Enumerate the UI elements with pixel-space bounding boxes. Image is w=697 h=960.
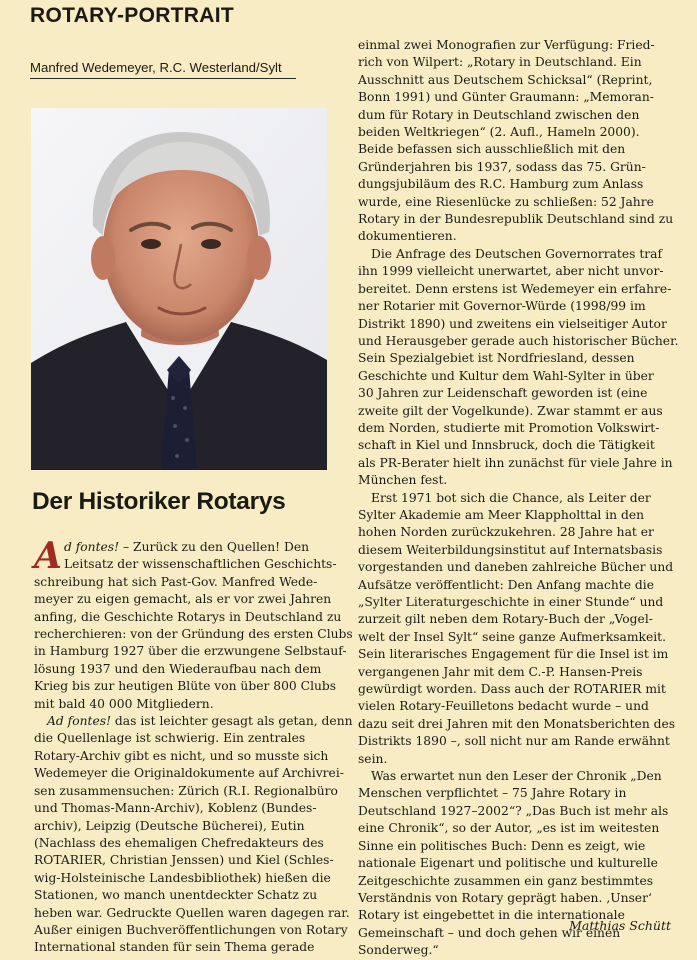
text-line: und Herausgeber gerade auch historischer Bücher. bbox=[358, 333, 679, 348]
text-line: Beide befassen sich ausschließlich mit den bbox=[358, 142, 626, 157]
text-line: Distrikt 1890) und zweitens ein vielseitiger Autor bbox=[358, 316, 667, 331]
text-line: diesem Weiterbildungsinstitut auf Internatsbasis bbox=[358, 542, 663, 557]
text-line: beiden Weltkriegen“ (2. Aufl., Hameln 2000). bbox=[358, 125, 640, 140]
text-line: 30 Jahren zur Leidenschaft geworden ist (eine bbox=[358, 386, 648, 401]
text-line: Sonderweg.“ bbox=[358, 943, 439, 958]
text-line: sein. bbox=[358, 751, 388, 766]
text-line: wurde, eine Riesenlücke zu schließen: 52 Jahre bbox=[358, 194, 654, 209]
portrait-photo bbox=[31, 108, 327, 470]
text-line: rich von Wilpert: „Rotary in Deutschland. Ein bbox=[358, 55, 642, 70]
text-line: München fest. bbox=[358, 473, 448, 488]
text-line: bereitet. Denn erstens ist Wedemeyer ein erfahre- bbox=[358, 281, 672, 296]
intro-phrase: Ad fontes! bbox=[47, 714, 112, 729]
text-line: vielen Rotary-Feuilletons bedacht wurde – und bbox=[358, 699, 649, 714]
text-line: ner Rotarier mit Governor-Würde (1998/99 im bbox=[358, 299, 646, 314]
text-line: Sinne ein politisches Buch: Denn es zeigt, wie bbox=[358, 838, 646, 853]
section-kicker: ROTARY-PORTRAIT bbox=[30, 4, 234, 27]
text-line: dungsjubiläum des R.C. Hamburg zum Anlass bbox=[358, 177, 644, 192]
text-line: Bonn 1991) und Günter Graumann: „Memoran- bbox=[358, 90, 654, 105]
paragraph-1: A d fontes! – Zurück zu den Quellen! Den Leitsatz der wissenschaftlichen Geschichts- schreibung hat sich Past-Gov. Manfred Wede- meyer zu eigen gemacht, als er vor zwei Jahren anfing, die Geschichte Rotarys in Deutschland zu recherchieren: von der Gründung des ersten Clubs in Hamburg 1927 über die erzwungene Selbstauf- lösung 1937 und den Wiederaufbau nach dem Krieg bis zur heutigen Blüte von über 800 Clubs mit bald 40 000 Mitgliedern. bbox=[34, 535, 353, 711]
text-line: vorgestanden und daneben zahlreiche Bücher und bbox=[358, 560, 674, 575]
paragraph-2: Ad fontes! das ist leichter gesagt als getan, denn die Quellenlage ist schwierig. Ein zentrales Rotary-Archiv gibt es nicht, und so musste sich Wedemeyer die Originaldokumente auf Archivrei- sen zusammensuchen: Zürich (R.I. Regionalbüro und Thomas-Mann-Archiv), Koblenz (Bundes- archiv), Leipzig (Deutsche Bücherei), Eutin (Nachlass des ehemaligen Chefredakteurs des ROTARIER, Christian Jenssen) und Kiel (Schles- wig-Holsteinische Landesbibliothek) hießen die Stationen, wo manch unentdeckter Schatz zu heben war. Gedruckte Quellen waren dagegen rar. Außer einigen Buchveröffentlichungen von Rotary International standen für sein Thema gerade bbox=[34, 714, 353, 955]
text-line: Sein literarisches Engagement für die Insel ist im bbox=[358, 647, 669, 662]
text-line: welt der Insel Sylt“ seine ganze Aufmerksamkeit. bbox=[358, 629, 667, 644]
text-line: Deutschland 1927–2002“? „Das Buch ist mehr als bbox=[358, 803, 669, 818]
text-line: nationale Eigenart und politische und kulturelle bbox=[358, 856, 658, 871]
paragraph-5 bbox=[358, 490, 676, 769]
paragraph-4 bbox=[358, 246, 679, 490]
text-line: Gemeinschaft – und doch gehen wir einen bbox=[358, 925, 621, 940]
paragraph-3 bbox=[358, 37, 673, 246]
article-column-left bbox=[34, 535, 353, 957]
text-line: ihn 1999 vielleicht unerwartet, aber nicht unvor- bbox=[358, 264, 664, 279]
text-line: als PR-Berater hielt ihn zunächst für viele Jahre in bbox=[358, 455, 673, 470]
text-line: Die Anfrage des Deutschen Governorrates traf bbox=[371, 246, 663, 261]
text-line: Geschichte und Kultur dem Wahl-Sylter in über bbox=[358, 368, 654, 383]
text-line: „Sylter Literaturgeschichte in einer Stunde“ und bbox=[358, 595, 664, 609]
author-signature: Matthias Schütt bbox=[569, 918, 671, 933]
text-line: zurzeit gilt neben dem Rotary-Buch der „Vogel- bbox=[358, 612, 653, 627]
text-line: eine Chronik“, so der Autor, „es ist im weitesten bbox=[358, 821, 660, 836]
article-headline: Der Historiker Rotarys bbox=[32, 488, 286, 515]
text-line: dem Norden, studierte mit Promotion Volkswirt- bbox=[358, 420, 660, 435]
text-line: dazu seit drei Jahren mit den Monatsberichten des bbox=[358, 716, 676, 731]
text-line: Verständnis von Rotary geprägt haben. ‚Unser‘ bbox=[358, 890, 652, 905]
text-line: Menschen verpflichtet – 75 Jahre Rotary in bbox=[358, 786, 627, 801]
text-line: Zeitgeschichte zusammen ein ganz bestimmtes bbox=[358, 873, 654, 888]
article-column-right bbox=[358, 37, 679, 960]
byline: Manfred Wedemeyer, R.C. Westerland/Sylt bbox=[30, 60, 296, 79]
text-line: Ausschnitt aus Deutschem Schicksal“ (Reprint, bbox=[358, 72, 653, 87]
text-line: einmal zwei Monografien zur Verfügung: Fried- bbox=[358, 38, 655, 52]
text-line: Aufsätze veröffentlicht: Den Anfang machte die bbox=[358, 577, 655, 592]
text-line: Rotary ist eingebettet in die internationale bbox=[358, 908, 625, 923]
text-line: Sein Spezialgebiet ist Nordfriesland, dessen bbox=[358, 351, 635, 366]
text-line: schaft in Kiel und Innsbruck, doch die Tätigkeit bbox=[358, 438, 655, 453]
text-line: gewürdigt worden. Dass auch der ROTARIER mit bbox=[358, 682, 666, 697]
text-line: dokumentieren. bbox=[358, 229, 457, 244]
text-line: hohen Norden zurückzukehren. 28 Jahre hat er bbox=[358, 525, 654, 540]
text-line: zweite gilt der Vogelkunde). Zwar stammt er aus bbox=[358, 403, 663, 418]
text-line: Was erwartet nun den Leser der Chronik „Den bbox=[371, 769, 662, 784]
text-line: Sylter Akademie am Meer Klappholttal in den bbox=[358, 507, 645, 522]
portrait-illustration bbox=[31, 108, 327, 470]
drop-cap: A bbox=[34, 535, 62, 577]
text-line: Distrikts 1890 –, soll nicht nur am Rande erwähnt bbox=[358, 734, 670, 749]
text-line: Rotary in der Bundesrepublik Deutschland sind zu bbox=[358, 212, 674, 227]
intro-phrase: d fontes! bbox=[63, 540, 120, 554]
text-line: Erst 1971 bot sich die Chance, als Leiter der bbox=[371, 490, 651, 505]
text-line: dum für Rotary in Deutschland zwischen den bbox=[358, 107, 640, 122]
text-line: Gründerjahren bis 1937, sodass das 75. Grün- bbox=[358, 159, 646, 174]
text-line: vergangenen Jahr mit dem C.-P. Hansen-Preis bbox=[358, 664, 643, 679]
